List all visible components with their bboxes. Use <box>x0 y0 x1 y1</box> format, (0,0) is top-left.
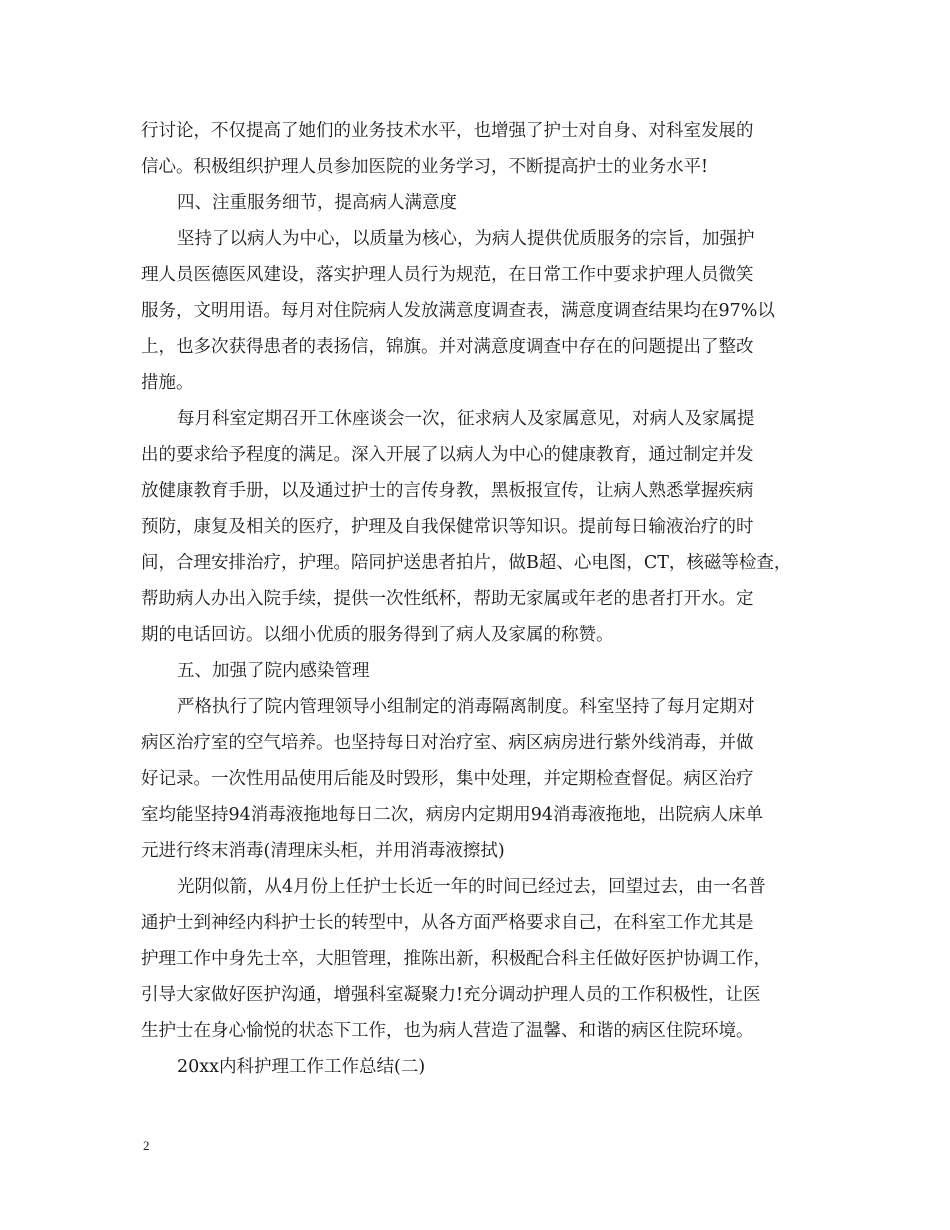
section-heading: 20xx内科护理工作工作总结(二) <box>177 1057 426 1077</box>
text-line: 室均能坚持94消毒液拖地每日二次，病房内定期用94消毒液拖地，出院病人床单 <box>141 805 764 825</box>
section-heading: 五、加强了院内感染管理 <box>177 661 370 681</box>
text-line: 引导大家做好医护沟通，增强科室凝聚力!充分调动护理人员的工作积极性，让医 <box>141 985 761 1005</box>
section-heading: 四、注重服务细节，提高病人满意度 <box>177 193 457 213</box>
page-number: 2 <box>143 1138 150 1153</box>
text-line: 理人员医德医风建设，落实护理人员行为规范，在日常工作中要求护理人员微笑 <box>141 265 754 285</box>
text-line: 间，合理安排治疗，护理。陪同护送患者拍片，做B超、心电图，CT，核磁等检查， <box>141 553 792 573</box>
text-line: 行讨论，不仅提高了她们的业务技术水平，也增强了护士对自身、对科室发展的 <box>141 121 754 141</box>
text-line: 护理工作中身先士卒，大胆管理，推陈出新，积极配合科主任做好医护协调工作， <box>141 949 771 969</box>
text-line: 帮助病人办出入院手续，提供一次性纸杯，帮助无家属或年老的患者打开水。定 <box>141 589 754 609</box>
text-line: 光阴似箭，从4月份上任护士长近一年的时间已经过去，回望过去，由一名普 <box>177 877 766 897</box>
text-line: 元进行终末消毒(清理床头柜，并用消毒液擦拭) <box>141 841 505 861</box>
text-line: 好记录。一次性用品使用后能及时毁形，集中处理，并定期检查督促。病区治疗 <box>141 769 754 789</box>
text-line: 坚持了以病人为中心，以质量为核心，为病人提供优质服务的宗旨，加强护 <box>177 229 755 249</box>
text-line: 每月科室定期召开工休座谈会一次，征求病人及家属意见，对病人及家属提 <box>177 409 755 429</box>
text-line: 放健康教育手册，以及通过护士的言传身教，黑板报宣传，让病人熟悉掌握疾病 <box>141 481 754 501</box>
text-line: 通护士到神经内科护士长的转型中，从各方面严格要求自己，在科室工作尤其是 <box>141 913 754 933</box>
text-line: 信心。积极组织护理人员参加医院的业务学习，不断提高护士的业务水平! <box>141 157 709 177</box>
text-line: 期的电话回访。以细小优质的服务得到了病人及家属的称赞。 <box>141 625 614 645</box>
text-line: 预防，康复及相关的医疗，护理及自我保健常识等知识。提前每日输液治疗的时 <box>141 517 754 537</box>
text-line: 上，也多次获得患者的表扬信，锦旗。并对满意度调查中存在的问题提出了整改 <box>141 337 754 357</box>
text-line: 服务，文明用语。每月对住院病人发放满意度调查表，满意度调查结果均在97%以 <box>141 301 775 321</box>
text-line: 出的要求给予程度的满足。深入开展了以病人为中心的健康教育，通过制定并发 <box>141 445 754 465</box>
text-line: 生护士在身心愉悦的状态下工作，也为病人营造了温馨、和谐的病区住院环境。 <box>141 1021 754 1041</box>
text-line: 严格执行了院内管理领导小组制定的消毒隔离制度。科室坚持了每月定期对 <box>177 697 755 717</box>
text-line: 病区治疗室的空气培养。也坚持每日对治疗室、病区病房进行紫外线消毒，并做 <box>141 733 754 753</box>
text-line: 措施。 <box>141 373 194 393</box>
